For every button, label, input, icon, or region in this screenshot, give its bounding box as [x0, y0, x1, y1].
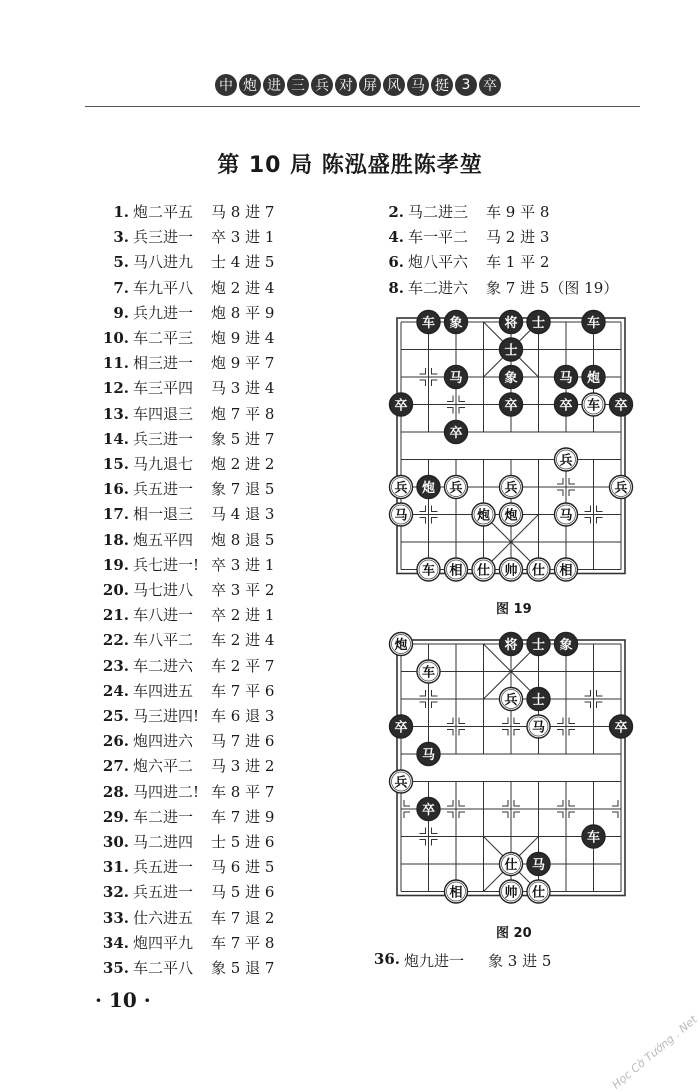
- piece-label: 将: [504, 316, 518, 331]
- black-move: 士 4 进 5: [211, 253, 275, 272]
- red-move: 马四进二!: [133, 782, 200, 801]
- black-move: 象 7 退 5: [211, 480, 275, 499]
- move-row: [95, 830, 274, 855]
- black-piece: [390, 393, 413, 416]
- header-char: 三: [287, 74, 309, 96]
- black-piece: [417, 743, 440, 766]
- red-move: 相三进一: [133, 354, 194, 373]
- move-row: [95, 931, 274, 956]
- move-row: [95, 704, 274, 729]
- piece-label: 兵: [559, 453, 573, 469]
- move-number: 11.: [102, 354, 129, 373]
- move-row: [95, 654, 274, 679]
- move-number: 7.: [113, 278, 129, 297]
- black-piece: [582, 366, 605, 389]
- move-row: [95, 956, 274, 981]
- black-move: 车 8 平 7: [211, 782, 275, 801]
- black-piece: [500, 366, 523, 389]
- header-char: 炮: [239, 74, 261, 96]
- black-move: 马 3 进 2: [211, 757, 275, 776]
- move-number: 21.: [102, 606, 129, 625]
- black-move: 炮 9 进 4: [211, 329, 275, 348]
- black-piece: [555, 366, 578, 389]
- piece-label: 马: [559, 371, 573, 386]
- black-move: 车 7 退 2: [211, 908, 275, 927]
- red-move: 车四进五: [133, 681, 194, 700]
- red-piece: [417, 558, 440, 581]
- piece-label: 炮: [421, 481, 436, 496]
- piece-label: 卒: [614, 398, 628, 414]
- black-piece: [610, 715, 633, 738]
- move-number: 29.: [102, 807, 129, 826]
- move-row: [95, 578, 274, 603]
- black-piece: [582, 311, 605, 334]
- move-row: [95, 452, 274, 477]
- black-move: 马 2 进 3: [486, 228, 550, 247]
- move-number: 20.: [102, 581, 129, 600]
- piece-label: 车: [421, 563, 436, 579]
- red-move: 炮八平六: [408, 253, 469, 272]
- move-number: 32.: [102, 883, 129, 902]
- board-diagram-20: [385, 630, 637, 912]
- black-piece: [555, 393, 578, 416]
- header-char: 中: [215, 74, 237, 96]
- black-piece: [390, 715, 413, 738]
- move-number: 19.: [102, 555, 129, 574]
- piece-label: 兵: [504, 693, 518, 708]
- piece-label: 卒: [504, 398, 518, 414]
- piece-label: 炮: [504, 508, 518, 524]
- red-move: 兵九进一: [133, 303, 194, 322]
- black-move: 马 8 进 7: [211, 203, 275, 221]
- piece-label: 马: [559, 508, 573, 524]
- red-move: 马二进三: [408, 203, 469, 221]
- piece-label: 车: [421, 665, 436, 681]
- move-number: 2.: [388, 203, 404, 221]
- red-move: 马九退七: [133, 455, 194, 474]
- piece-label: 卒: [614, 720, 628, 736]
- red-piece: [390, 770, 413, 793]
- piece-label: 炮: [476, 508, 491, 524]
- move-number: 17.: [102, 505, 129, 524]
- move-row: [95, 906, 274, 931]
- black-move: 马 6 进 5: [211, 858, 275, 877]
- red-move: 车九平八: [133, 278, 194, 297]
- piece-label: 卒: [559, 398, 573, 414]
- red-move: 兵三进一: [133, 228, 194, 247]
- move-number: 25.: [102, 707, 129, 726]
- black-piece: [500, 311, 523, 334]
- move-row: [370, 276, 618, 301]
- red-move: 车二进六: [133, 656, 194, 675]
- move-number: 6.: [388, 253, 404, 272]
- black-piece: [527, 688, 550, 711]
- black-piece: [417, 311, 440, 334]
- piece-label: 车: [586, 316, 601, 331]
- red-move: 兵七进一!: [133, 555, 200, 574]
- black-move: 马 7 进 6: [211, 732, 275, 751]
- figure-19-caption: 图 19: [496, 602, 532, 617]
- move-row: [95, 402, 274, 427]
- piece-label: 仕: [531, 563, 546, 579]
- red-move: 炮九进一: [404, 952, 465, 970]
- red-move: 炮五平四: [133, 530, 194, 549]
- red-piece: [527, 880, 550, 903]
- move-number: 34.: [102, 933, 129, 952]
- red-move: 车二平八: [133, 959, 194, 978]
- black-piece: [527, 853, 550, 876]
- move-number: 9.: [113, 303, 129, 322]
- move-row: [95, 502, 274, 527]
- black-move: 车 7 进 9: [211, 807, 275, 826]
- move-36: [360, 950, 551, 971]
- move-row: [95, 477, 274, 502]
- red-move: 马八进九: [133, 253, 194, 272]
- move-number: 35.: [102, 959, 129, 978]
- red-piece: [417, 660, 440, 683]
- piece-label: 马: [394, 508, 408, 524]
- piece-label: 仕: [504, 858, 518, 873]
- header-char: 对: [335, 74, 357, 96]
- move-number: 18.: [102, 530, 129, 549]
- black-piece: [555, 633, 578, 656]
- moves-right-column: [370, 200, 618, 301]
- move-number: 33.: [102, 908, 129, 927]
- move-number: 24.: [102, 681, 129, 700]
- move-row: [95, 729, 274, 754]
- red-move: 车二进六: [408, 278, 469, 297]
- piece-label: 炮: [394, 638, 408, 653]
- red-piece: [445, 558, 468, 581]
- black-move: 炮 8 退 5: [211, 530, 275, 549]
- black-move: 炮 2 进 2: [211, 455, 275, 474]
- black-move: 卒 3 进 1: [211, 228, 275, 247]
- black-piece: [445, 311, 468, 334]
- black-move: 炮 2 进 4: [211, 278, 275, 297]
- red-piece: [582, 393, 605, 416]
- move-row: [95, 603, 274, 628]
- piece-label: 象: [559, 638, 573, 653]
- red-piece: [555, 448, 578, 471]
- move-row: [95, 780, 274, 805]
- header-char: 屏: [359, 74, 381, 96]
- red-move: 兵五进一: [133, 480, 194, 499]
- black-move: 车 1 平 2: [486, 253, 550, 272]
- black-piece: [445, 366, 468, 389]
- red-piece: [390, 633, 413, 656]
- black-piece: [500, 393, 523, 416]
- black-piece: [527, 633, 550, 656]
- piece-label: 士: [531, 316, 546, 331]
- move-row: [95, 200, 274, 225]
- move-number: 30.: [102, 833, 129, 852]
- move-row: [370, 225, 618, 250]
- black-move: 车 6 退 3: [211, 707, 275, 726]
- piece-label: 帅: [504, 563, 518, 579]
- red-move: 车四退三: [133, 404, 194, 423]
- move-row: [95, 250, 274, 275]
- red-piece: [500, 558, 523, 581]
- header-char: 兵: [311, 74, 333, 96]
- piece-label: 马: [449, 371, 463, 386]
- black-move: 卒 3 进 1: [211, 555, 275, 574]
- piece-label: 象: [449, 316, 463, 331]
- piece-label: 车: [421, 316, 436, 331]
- piece-label: 相: [449, 885, 463, 901]
- piece-label: 炮: [586, 371, 601, 386]
- black-move: 车 7 平 8: [211, 933, 275, 952]
- red-piece: [390, 503, 413, 526]
- red-piece: [445, 476, 468, 499]
- piece-label: 士: [531, 693, 546, 708]
- red-piece: [472, 503, 495, 526]
- piece-label: 马: [531, 720, 546, 736]
- black-piece: [500, 633, 523, 656]
- move-row: [95, 326, 274, 351]
- move-number: 8.: [388, 278, 404, 297]
- black-move: 象 7 进 5（图 19）: [486, 278, 619, 297]
- move-number: 10.: [102, 329, 129, 348]
- red-piece: [500, 503, 523, 526]
- red-move: 炮四进六: [133, 732, 194, 751]
- red-piece: [555, 558, 578, 581]
- move-row: [370, 200, 618, 225]
- red-piece: [472, 558, 495, 581]
- piece-label: 士: [531, 638, 546, 653]
- black-move: 象 5 进 7: [211, 429, 275, 448]
- black-piece: [500, 338, 523, 361]
- move-row: [95, 376, 274, 401]
- red-move: 兵五进一: [133, 858, 194, 877]
- board-diagram-19: [385, 308, 637, 590]
- piece-label: 象: [504, 371, 518, 386]
- black-move: 炮 8 平 9: [211, 303, 275, 322]
- moves-left-column: [95, 200, 274, 981]
- red-piece: [500, 880, 523, 903]
- piece-label: 卒: [449, 426, 463, 441]
- red-move: 马二进四: [133, 833, 194, 852]
- header-char: 进: [263, 74, 285, 96]
- move-number: 31.: [102, 858, 129, 877]
- page-number: · 10 ·: [95, 988, 151, 1012]
- move-row: [95, 754, 274, 779]
- piece-label: 将: [504, 638, 518, 653]
- black-piece: [445, 421, 468, 444]
- piece-label: 卒: [421, 803, 436, 818]
- piece-label: 兵: [394, 481, 408, 496]
- move-row: [95, 679, 274, 704]
- red-move: 马七进八: [133, 581, 194, 600]
- black-piece: [527, 311, 550, 334]
- red-move: 车二进一: [133, 807, 194, 826]
- red-piece: [445, 880, 468, 903]
- piece-label: 卒: [394, 720, 408, 736]
- piece-label: 仕: [476, 563, 491, 579]
- move-number: 5.: [113, 253, 129, 272]
- black-piece: [582, 825, 605, 848]
- move-number: 22.: [102, 631, 129, 650]
- piece-label: 相: [559, 563, 573, 579]
- black-move: 车 2 进 4: [211, 631, 275, 650]
- move-number: 27.: [102, 757, 129, 776]
- red-move: 车一平二: [408, 228, 469, 247]
- move-number: 16.: [102, 480, 129, 499]
- move-row: [95, 855, 274, 880]
- move-row: [95, 225, 274, 250]
- red-move: 炮六平二: [133, 757, 194, 776]
- red-move: 炮二平五: [133, 203, 194, 221]
- move-row: [95, 351, 274, 376]
- move-row: [370, 250, 618, 275]
- black-move: 车 9 平 8: [486, 203, 550, 221]
- piece-label: 仕: [531, 885, 546, 901]
- move-row: [95, 427, 274, 452]
- piece-label: 相: [449, 563, 463, 579]
- move-row: [95, 805, 274, 830]
- move-row: [95, 880, 274, 905]
- watermark: Học Cờ Tướng . Net: [609, 1013, 700, 1092]
- move-row: [95, 528, 274, 553]
- move-number: 28.: [102, 782, 129, 801]
- chapter-header: [215, 70, 501, 100]
- move-number: 36.: [373, 950, 400, 968]
- black-move: 炮 9 平 7: [211, 354, 275, 373]
- red-move: 车三平四: [133, 379, 194, 398]
- red-move: 车二平三: [133, 329, 194, 348]
- black-move: 炮 7 平 8: [211, 404, 275, 423]
- piece-label: 士: [504, 343, 518, 359]
- red-move: 炮四平九: [133, 933, 194, 952]
- black-move: 车 2 平 7: [211, 656, 275, 675]
- black-move: 马 5 进 6: [211, 883, 275, 902]
- black-piece: [417, 476, 440, 499]
- piece-label: 兵: [449, 481, 463, 496]
- header-char: 风: [383, 74, 405, 96]
- header-char: 马: [407, 74, 429, 96]
- red-piece: [527, 558, 550, 581]
- red-piece: [500, 688, 523, 711]
- piece-label: 马: [421, 748, 436, 763]
- header-char: 挺: [431, 74, 453, 96]
- red-piece: [390, 476, 413, 499]
- black-move: 士 5 进 6: [211, 833, 275, 852]
- black-piece: [610, 393, 633, 416]
- move-row: [95, 276, 274, 301]
- move-number: 13.: [102, 404, 129, 423]
- move-number: 1.: [113, 203, 129, 221]
- black-move: 象 5 退 7: [211, 959, 275, 978]
- piece-label: 兵: [504, 481, 518, 496]
- move-row: [95, 628, 274, 653]
- red-move: 仕六进五: [133, 908, 194, 927]
- header-char: 3: [455, 74, 477, 96]
- black-move: 车 7 平 6: [211, 681, 275, 700]
- red-move: 车八平二: [133, 631, 194, 650]
- figure-20-caption: 图 20: [496, 926, 532, 941]
- piece-label: 车: [586, 830, 601, 846]
- move-row: [95, 301, 274, 326]
- move-number: 23.: [102, 656, 129, 675]
- move-row: [95, 553, 274, 578]
- red-piece: [500, 853, 523, 876]
- black-move: 卒 3 平 2: [211, 581, 275, 600]
- header-char: 卒: [479, 74, 501, 96]
- piece-label: 帅: [504, 885, 518, 901]
- black-piece: [417, 798, 440, 821]
- piece-label: 卒: [394, 398, 408, 414]
- move-number: 15.: [102, 455, 129, 474]
- page-title: 第 10 局 陈泓盛胜陈孝堃: [217, 153, 483, 178]
- red-move: 兵五进一: [133, 883, 194, 902]
- piece-label: 马: [531, 858, 546, 873]
- red-piece: [500, 476, 523, 499]
- move-number: 12.: [102, 379, 129, 398]
- header-rule: [85, 106, 640, 107]
- move-number: 3.: [113, 228, 129, 247]
- black-move: 卒 2 进 1: [211, 606, 275, 625]
- piece-label: 车: [586, 398, 601, 414]
- black-move: 象 3 进 5: [488, 952, 552, 970]
- red-move: 兵三进一: [133, 429, 194, 448]
- move-number: 26.: [102, 732, 129, 751]
- move-number: 4.: [388, 228, 404, 247]
- red-piece: [610, 476, 633, 499]
- move-number: 14.: [102, 429, 129, 448]
- red-move: 车八进一: [133, 606, 194, 625]
- red-move: 马三进四!: [133, 707, 200, 726]
- black-move: 马 3 进 4: [211, 379, 275, 398]
- red-piece: [555, 503, 578, 526]
- red-piece: [527, 715, 550, 738]
- red-move: 相一退三: [133, 505, 194, 524]
- piece-label: 兵: [394, 775, 408, 791]
- black-move: 马 4 退 3: [211, 505, 275, 524]
- piece-label: 兵: [614, 481, 628, 496]
